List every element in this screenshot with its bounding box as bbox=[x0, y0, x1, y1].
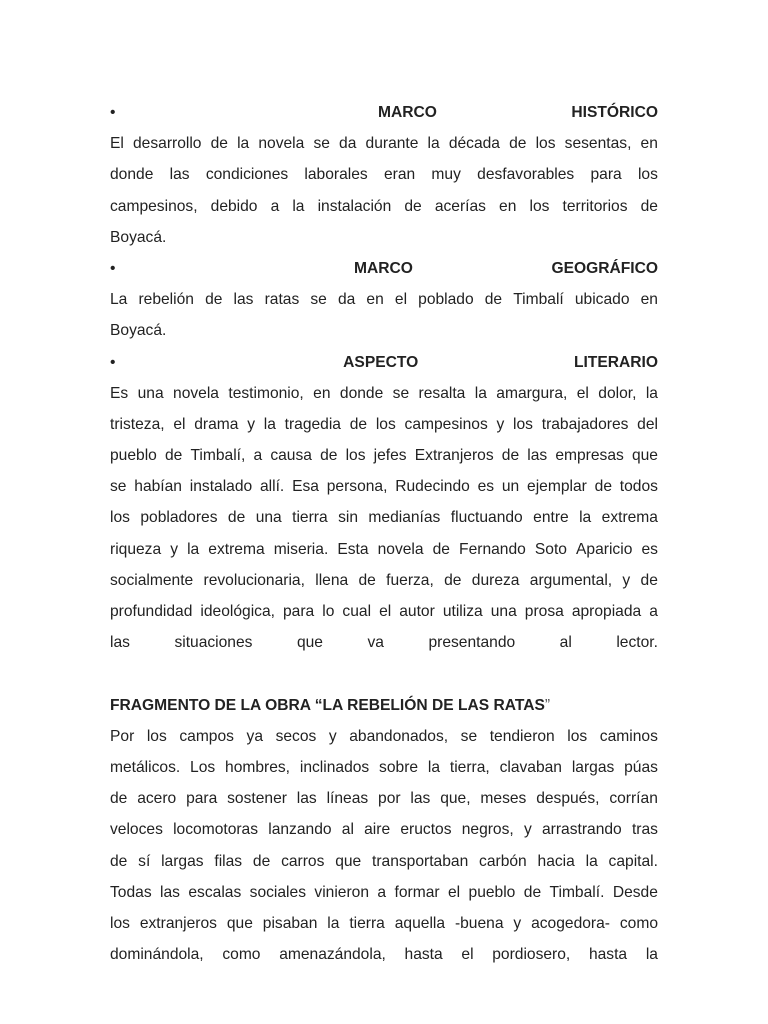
word: dominándola, bbox=[110, 946, 204, 964]
word: Extranjeros bbox=[414, 447, 494, 465]
word: los bbox=[529, 197, 550, 215]
word: dolor, bbox=[598, 384, 637, 402]
paragraph-line bbox=[110, 846, 658, 877]
word: va bbox=[367, 634, 384, 652]
word: que bbox=[631, 447, 658, 465]
word: al bbox=[341, 821, 354, 839]
word: la bbox=[427, 758, 441, 776]
word: una bbox=[490, 603, 517, 620]
word: Timbalí bbox=[513, 291, 564, 309]
word: los bbox=[513, 415, 533, 433]
word: el bbox=[394, 291, 408, 309]
word: extrema bbox=[208, 540, 265, 558]
paragraph-line bbox=[110, 534, 658, 565]
word: de bbox=[594, 478, 612, 496]
word: revolucionaria, bbox=[203, 571, 305, 589]
word: década bbox=[448, 135, 500, 153]
word: de bbox=[444, 571, 462, 589]
word: causa bbox=[270, 447, 312, 465]
word: metálicos. bbox=[110, 758, 181, 776]
word: a bbox=[649, 603, 658, 620]
word: extranjeros bbox=[139, 914, 217, 932]
word: Esta bbox=[337, 540, 369, 558]
paragraph-line bbox=[110, 502, 658, 533]
word: sí bbox=[138, 852, 151, 870]
word: tristeza, bbox=[110, 415, 165, 433]
word: todos bbox=[619, 478, 658, 496]
word: formar bbox=[394, 883, 440, 901]
word: de bbox=[205, 291, 223, 309]
word: aquella bbox=[394, 914, 446, 932]
bullet-icon: • bbox=[110, 353, 116, 371]
word: se bbox=[310, 291, 327, 309]
word: campesinos, bbox=[110, 197, 198, 215]
word: ejemplar bbox=[527, 478, 587, 496]
word: rebelión bbox=[138, 291, 194, 309]
word: se bbox=[392, 384, 410, 402]
word: como bbox=[222, 946, 261, 964]
word: de bbox=[110, 852, 128, 870]
word: los bbox=[375, 415, 396, 433]
word: filas bbox=[214, 852, 243, 870]
word: Es bbox=[110, 384, 129, 402]
word: de bbox=[509, 135, 527, 153]
paragraph-line bbox=[110, 596, 658, 627]
heading-word: ASPECTO bbox=[343, 353, 419, 371]
word: donde bbox=[110, 166, 154, 184]
fragment-title-text: FRAGMENTO DE LA OBRA “LA REBELIÓN DE LAS RATAS bbox=[110, 696, 545, 714]
paragraph-line bbox=[110, 721, 658, 752]
word: hacia bbox=[537, 852, 575, 870]
paragraph-line bbox=[110, 814, 658, 845]
word: sesentas, bbox=[564, 135, 632, 153]
word: los bbox=[110, 914, 130, 932]
word: que bbox=[296, 634, 323, 652]
word: ubicado bbox=[574, 291, 630, 309]
word: largas bbox=[571, 758, 615, 776]
paragraph-line bbox=[110, 284, 658, 315]
paragraph-line bbox=[110, 752, 658, 783]
word: un bbox=[501, 478, 520, 496]
word: allí. bbox=[260, 478, 285, 496]
word: meses bbox=[480, 790, 527, 808]
word: drama bbox=[194, 415, 239, 433]
word: persona, bbox=[326, 478, 388, 496]
word: que bbox=[335, 852, 362, 870]
word: la bbox=[645, 946, 658, 964]
word: situaciones bbox=[174, 634, 253, 652]
word: de bbox=[252, 852, 271, 870]
fragment-title-close-quote: ” bbox=[544, 696, 551, 714]
word: habían bbox=[134, 478, 182, 496]
word: corrían bbox=[609, 790, 658, 808]
word: fluctuando bbox=[450, 509, 523, 527]
word: se bbox=[313, 135, 330, 153]
word: eran bbox=[383, 166, 416, 184]
paragraph-line bbox=[110, 440, 658, 471]
word: instalación bbox=[317, 197, 392, 215]
word: jefes bbox=[373, 447, 407, 465]
paragraph-line bbox=[110, 471, 658, 502]
word: tierra, bbox=[449, 758, 490, 776]
word: la bbox=[427, 135, 440, 153]
paragraph-line-justified-words bbox=[110, 627, 658, 658]
word: la bbox=[474, 384, 487, 402]
word: laborales bbox=[304, 166, 368, 184]
document-page bbox=[110, 97, 658, 970]
word: Desde bbox=[612, 883, 658, 901]
paragraph-line bbox=[110, 159, 658, 190]
word: novela bbox=[173, 384, 219, 402]
word: acerías bbox=[434, 197, 486, 215]
word: la bbox=[237, 135, 250, 153]
word: de bbox=[501, 447, 520, 465]
word: Los bbox=[190, 758, 216, 776]
word: autor bbox=[399, 603, 435, 620]
word: trabajadores bbox=[541, 415, 629, 433]
bullet-icon: • bbox=[110, 104, 116, 121]
word: Rudecindo bbox=[395, 478, 470, 496]
heading-word: MARCO bbox=[354, 259, 413, 277]
word: el bbox=[461, 946, 474, 964]
word: riqueza bbox=[110, 540, 162, 558]
fragment-title bbox=[110, 690, 658, 721]
word: para bbox=[186, 790, 218, 808]
paragraph-line bbox=[110, 378, 658, 409]
word: dureza bbox=[471, 571, 520, 589]
word: La bbox=[110, 291, 128, 309]
word: la bbox=[645, 384, 658, 402]
section-heading-literario bbox=[110, 347, 658, 378]
word: novela bbox=[258, 135, 305, 153]
word: carbón bbox=[479, 852, 527, 870]
paragraph-line bbox=[110, 128, 658, 159]
word: hasta bbox=[588, 946, 628, 964]
word: de bbox=[164, 447, 183, 465]
word: las bbox=[233, 291, 254, 309]
word: miseria. bbox=[273, 540, 329, 558]
word: en bbox=[313, 384, 331, 402]
word: Todas bbox=[110, 883, 152, 901]
paragraph-line bbox=[110, 565, 658, 596]
word: y bbox=[523, 821, 532, 839]
word: para bbox=[283, 603, 315, 620]
word: la bbox=[585, 852, 598, 870]
word: escalas bbox=[188, 883, 242, 901]
word: la bbox=[327, 914, 340, 932]
word: Timbalí, bbox=[190, 447, 246, 465]
word: y bbox=[247, 415, 255, 433]
word: las bbox=[410, 790, 431, 808]
word: de bbox=[210, 135, 228, 153]
word: empresas bbox=[555, 447, 624, 465]
word: capital. bbox=[608, 852, 658, 870]
word: -buena bbox=[454, 914, 504, 932]
word: una bbox=[137, 384, 164, 402]
word: de bbox=[640, 571, 658, 589]
word: socialmente bbox=[110, 571, 194, 589]
word: de bbox=[404, 197, 422, 215]
section-heading-historico bbox=[110, 97, 658, 128]
word: el bbox=[576, 384, 589, 402]
word: acogedora- bbox=[531, 914, 610, 932]
word: entre bbox=[533, 509, 569, 527]
word: del bbox=[637, 415, 658, 433]
word: la bbox=[292, 197, 305, 215]
word: pueblo bbox=[110, 447, 157, 465]
word: a bbox=[270, 197, 280, 215]
word: testimonio, bbox=[228, 384, 304, 402]
word: locomotoras bbox=[173, 821, 259, 839]
word: Por bbox=[110, 727, 135, 745]
word: poblado bbox=[418, 291, 474, 309]
word: de bbox=[432, 540, 450, 558]
paragraph-line bbox=[110, 409, 658, 440]
word: la bbox=[187, 540, 200, 558]
word: hombres, bbox=[225, 758, 291, 776]
word: en bbox=[366, 291, 384, 309]
word: abandonados, bbox=[349, 727, 449, 745]
word: tragedia bbox=[284, 415, 341, 433]
word: lector. bbox=[616, 634, 658, 652]
word: de bbox=[110, 790, 128, 808]
word: en bbox=[499, 197, 517, 215]
word: para bbox=[590, 166, 622, 184]
word: tierra bbox=[349, 914, 385, 932]
word: la bbox=[263, 415, 276, 433]
word: instalado bbox=[189, 478, 253, 496]
word: argumental, bbox=[529, 571, 613, 589]
word: ratas bbox=[264, 291, 300, 309]
heading-word: GEOGRÁFICO bbox=[551, 259, 658, 277]
heading-word: HISTÓRICO bbox=[571, 104, 658, 121]
word: campos bbox=[179, 727, 234, 745]
paragraph-line bbox=[110, 191, 658, 222]
bullet-icon: • bbox=[110, 259, 116, 277]
word: lo bbox=[322, 603, 335, 620]
word: las bbox=[527, 447, 548, 465]
word: y bbox=[622, 571, 631, 589]
word: inclinados bbox=[299, 758, 370, 776]
word: y bbox=[170, 540, 179, 558]
word: de bbox=[320, 447, 338, 465]
paragraph-line bbox=[110, 908, 658, 939]
blank-line bbox=[110, 658, 658, 689]
word: condiciones bbox=[205, 166, 289, 184]
word: de bbox=[227, 509, 246, 527]
word: presentando bbox=[428, 634, 516, 652]
word: que, bbox=[440, 790, 471, 808]
paragraph-line bbox=[110, 783, 658, 814]
word: es bbox=[477, 478, 495, 496]
word: tierra bbox=[292, 509, 328, 527]
word: eructos bbox=[400, 821, 452, 839]
word: Esa bbox=[292, 478, 319, 496]
word: púas bbox=[624, 758, 658, 776]
word: carros bbox=[281, 852, 325, 870]
word: ya bbox=[246, 727, 263, 745]
heading-word: MARCO bbox=[377, 104, 437, 121]
word: novela bbox=[377, 540, 424, 558]
word: al bbox=[559, 634, 572, 652]
word: da bbox=[337, 291, 356, 309]
word: a bbox=[377, 883, 387, 901]
paragraph-line bbox=[110, 877, 658, 908]
word: veloces bbox=[110, 821, 163, 839]
word: las bbox=[296, 790, 317, 808]
word: de bbox=[484, 291, 503, 309]
word: apropiada bbox=[571, 603, 642, 620]
word: acero bbox=[137, 790, 177, 808]
word: desfavorables bbox=[477, 166, 575, 184]
word: clavaban bbox=[499, 758, 562, 776]
word: por bbox=[378, 790, 401, 808]
word: y bbox=[328, 727, 337, 745]
word: pobladores bbox=[140, 509, 218, 527]
word: y bbox=[513, 914, 522, 932]
word: ideológica, bbox=[200, 603, 275, 620]
word: Fernando bbox=[459, 540, 526, 558]
word: Soto bbox=[534, 540, 567, 558]
word: el bbox=[379, 603, 392, 620]
word: pueblo bbox=[468, 883, 516, 901]
word: lanzando bbox=[268, 821, 332, 839]
word: tendieron bbox=[489, 727, 555, 745]
word: vinieron bbox=[314, 883, 370, 901]
word: una bbox=[255, 509, 282, 527]
word: se bbox=[110, 478, 127, 496]
word: resalta bbox=[418, 384, 466, 402]
word: como bbox=[619, 914, 658, 932]
word: fuerza, bbox=[386, 571, 434, 589]
word: pordiosero, bbox=[492, 946, 571, 964]
word: de bbox=[349, 415, 368, 433]
word: los bbox=[567, 727, 588, 745]
word: sobre bbox=[379, 758, 419, 776]
word: prosa bbox=[524, 603, 564, 620]
section-heading-geografico bbox=[110, 253, 658, 284]
word: las bbox=[110, 634, 130, 652]
word: arrastrando bbox=[541, 821, 622, 839]
paragraph-line: Boyacá. bbox=[110, 322, 167, 340]
word: se bbox=[460, 727, 478, 745]
word: Timbalí. bbox=[549, 883, 605, 901]
word: los bbox=[345, 447, 366, 465]
word: profundidad bbox=[110, 603, 193, 620]
word: los bbox=[637, 166, 658, 184]
word: transportaban bbox=[372, 852, 469, 870]
paragraph-line: Boyacá. bbox=[110, 228, 167, 246]
word: llena bbox=[315, 571, 349, 589]
word: líneas bbox=[326, 790, 369, 808]
word: amenazándola, bbox=[279, 946, 386, 964]
word: da bbox=[339, 135, 357, 153]
word: durante bbox=[365, 135, 419, 153]
word: es bbox=[641, 540, 658, 558]
heading-word: LITERARIO bbox=[573, 353, 658, 371]
word: territorios bbox=[562, 197, 628, 215]
word: desarrollo bbox=[133, 135, 202, 153]
word: después, bbox=[536, 790, 600, 808]
word: hasta bbox=[404, 946, 443, 964]
word: en bbox=[640, 291, 658, 309]
word: las bbox=[169, 166, 190, 184]
word: muy bbox=[431, 166, 461, 184]
word: la bbox=[579, 509, 592, 527]
word: las bbox=[160, 883, 180, 901]
word: el bbox=[447, 883, 461, 901]
word: el bbox=[173, 415, 186, 433]
word: sociales bbox=[249, 883, 306, 901]
word: los bbox=[146, 727, 167, 745]
word: amargura, bbox=[496, 384, 568, 402]
word: los bbox=[535, 135, 556, 153]
word: El bbox=[110, 135, 124, 153]
word: en bbox=[640, 135, 658, 153]
word: a bbox=[253, 447, 263, 465]
word: de bbox=[523, 883, 542, 901]
word: y bbox=[496, 415, 505, 433]
word: Aparicio bbox=[576, 540, 633, 558]
word: medianías bbox=[368, 509, 441, 527]
word: de bbox=[358, 571, 376, 589]
word: caminos bbox=[599, 727, 658, 745]
word: secos bbox=[275, 727, 317, 745]
word: utiliza bbox=[442, 603, 483, 620]
word: largas bbox=[161, 852, 204, 870]
word: campesinos bbox=[404, 415, 488, 433]
word: extrema bbox=[601, 509, 658, 527]
word: debido bbox=[210, 197, 258, 215]
word: donde bbox=[339, 384, 384, 402]
word: de bbox=[640, 197, 658, 215]
word: pisaban bbox=[262, 914, 318, 932]
word: cual bbox=[342, 603, 372, 620]
word: sostener bbox=[227, 790, 287, 808]
paragraph-line-justified-words bbox=[110, 939, 658, 970]
word: aire bbox=[364, 821, 391, 839]
word: sin bbox=[338, 509, 358, 527]
word: que bbox=[226, 914, 253, 932]
word: los bbox=[110, 509, 130, 527]
word: tras bbox=[631, 821, 658, 839]
word: negros, bbox=[461, 821, 514, 839]
